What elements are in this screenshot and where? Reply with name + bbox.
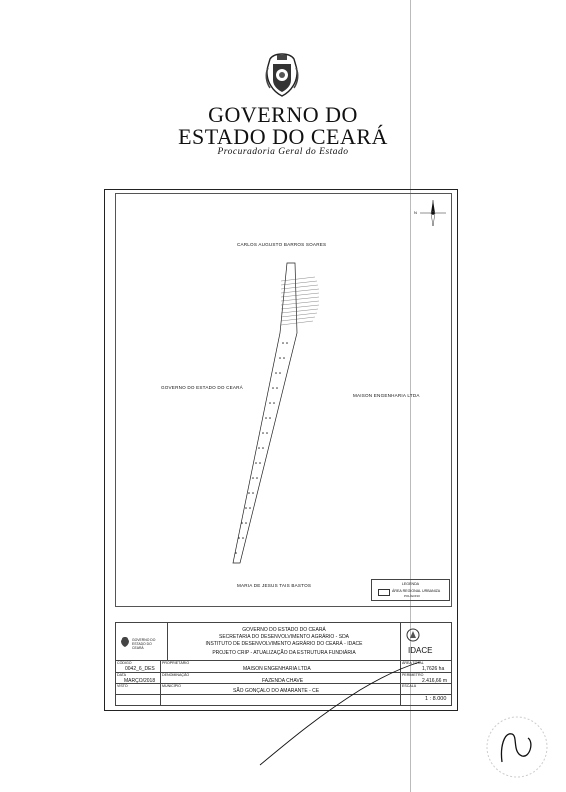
proprietario-label: PROPRIETÁRIO [162,661,190,665]
vertex-markers [235,342,288,554]
neighbor-label-top: CARLOS AUGUSTO BARROS SOARES [237,242,327,247]
area-value: 1,7626 ha [422,666,445,672]
tb-line-2: SECRETARIA DO DESENVOLVIMENTO AGRÁRIO - SDA [218,634,350,640]
north-label: N [414,210,418,215]
neighbor-label-right: MAISON ENGENHARIA LTDA [353,393,420,398]
idace-logo-text: IDACE [408,646,433,655]
parcel-hatch [281,277,319,325]
escala-value: 1 : 8.000 [425,696,447,702]
legend-swatch [378,589,390,596]
divider [160,660,161,706]
codigo-value: 0042_6_DES [125,666,155,672]
rubric-signature [482,712,552,782]
proprietario-value: MAISON ENGENHARIA LTDA [243,666,311,672]
visto-label: VISTO [117,684,128,688]
parcel-drawing [115,193,452,607]
small-logo-text: GOVERNO DO ESTADO DO CEARÁ [132,638,156,650]
ceara-crest-logo [262,52,302,98]
municipio-value: SÃO GONÇALO DO AMARANTE - CE [233,688,320,694]
perimetro-value: 2.416,66 m [422,678,448,684]
denominacao-label: DENOMINAÇÃO [162,673,190,677]
idace-logo-icon [406,628,420,642]
neighbor-label-bottom: MARIA DE JESUS TAIS BASTOS [237,583,312,588]
map-legend [371,579,450,601]
legend-item-label: ÁREA REGIONAL URBANIZA [392,589,441,593]
legend-item-sub: POLÍGONO [404,594,421,598]
small-crest-icon [120,636,130,648]
denominacao-value: FAZENDA CHAVE [262,678,304,684]
neighbor-label-left: GOVERNO DO ESTADO DO CEARÁ [161,385,243,390]
data-label: DATA [117,673,127,677]
tb-line-4: PROJETO CRIP - ATUALIZAÇÃO DA ESTRUTURA FUNDIÁRIA [212,650,356,656]
signature-stroke [250,660,430,770]
area-label: ÁREA TOTAL [402,661,424,665]
tb-line-3: INSTITUTO DE DESENVOLVIMENTO AGRÁRIO DO CEARÁ - IDACE [205,641,363,647]
subtitle: Procuradoria Geral do Estado [217,147,349,157]
government-title [0,104,566,148]
codigo-label: CÓDIGO [117,661,132,665]
perimetro-label: PERÍMETRO [402,673,424,677]
title-line-2: ESTADO DO CEARÁ [178,124,388,149]
escala-label: ESCALA [402,684,417,688]
legend-title: LEGENDA [401,582,420,586]
tb-line-1: GOVERNO DO ESTADO DO CEARÁ [242,627,326,633]
parcel-outline [233,263,297,563]
municipio-label: MUNICÍPIO [162,684,181,688]
data-value: MARÇO/2018 [124,678,156,684]
title-line-1: GOVERNO DO [208,102,358,127]
